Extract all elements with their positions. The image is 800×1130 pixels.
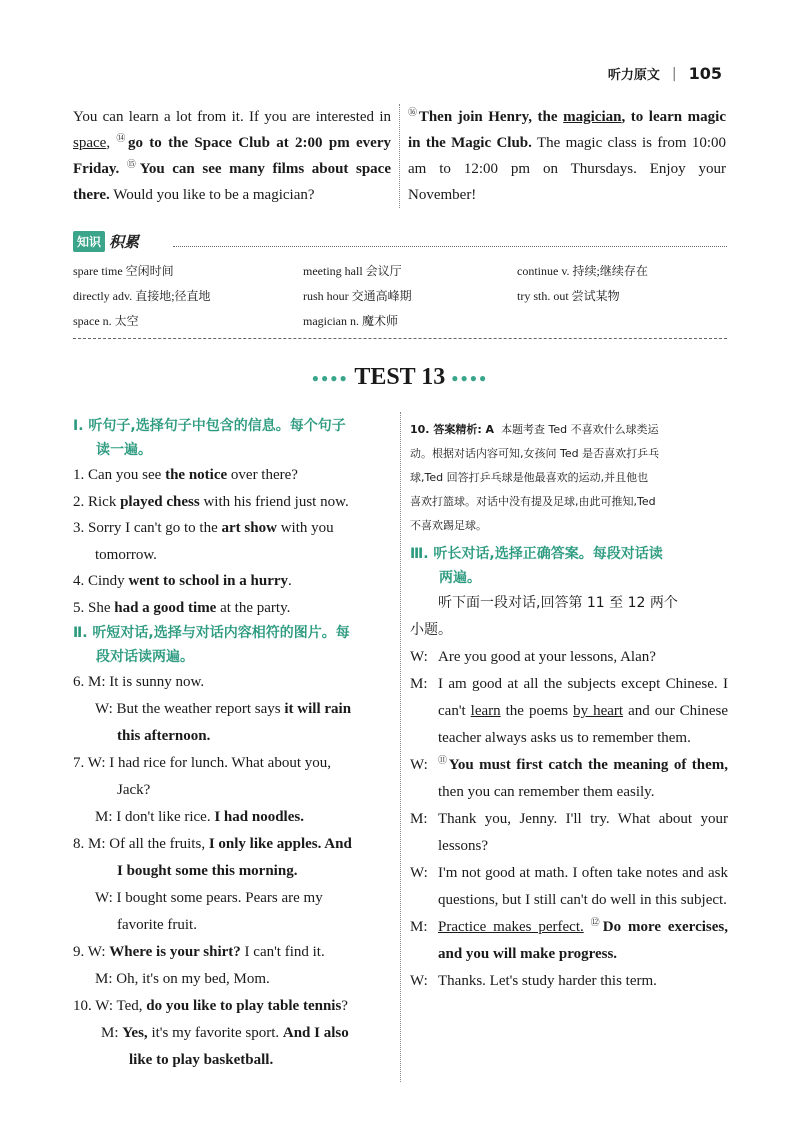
text: it's my favorite sport. (151, 1025, 280, 1041)
heading-line: Ⅲ. 听长对话,选择正确答案。每段对话读 (410, 546, 663, 562)
sentence-item (73, 489, 391, 516)
section-heading-3 (410, 542, 728, 590)
dialog-line (410, 914, 728, 968)
item-number: 10. (73, 998, 92, 1014)
heading-line: Ⅱ. 听短对话,选择与对话内容相符的图片。每 (73, 625, 350, 641)
vocab-item: space n. 太空 (73, 314, 139, 328)
text: I am good at all the subjects except Chinese. I can't (438, 676, 728, 719)
section-title: 听力原文 (607, 68, 660, 83)
key-phrase: I had noodles. (214, 809, 304, 825)
underlined-word: magician (563, 109, 622, 125)
underlined-word: by heart (573, 703, 624, 719)
dialog-line (410, 968, 728, 995)
vocab-item: rush hour 交通高峰期 (303, 289, 412, 303)
key-phrase: I only like apples. And (208, 836, 352, 852)
heading-line: 读一遍。 (96, 442, 152, 458)
top-passage (73, 104, 727, 208)
speaker: W: (410, 973, 428, 989)
dotted-rule (173, 246, 727, 247)
text: then you can remember them easily. (438, 784, 655, 800)
item-number: 6. (73, 674, 85, 690)
text: ? (341, 998, 348, 1014)
item-number: 3. (73, 520, 85, 536)
text: W: I had rice for lunch. What about you, (87, 755, 331, 771)
item-number: 9. (73, 944, 85, 960)
top-right-column (408, 104, 726, 208)
key-sentence: You can see many films about space there. (73, 161, 391, 203)
vocab-item: magician n. 魔术师 (303, 314, 398, 328)
section-heading-2 (73, 621, 391, 669)
vocab-row (73, 283, 727, 308)
text: 小题。 (410, 622, 452, 638)
vocab-item: continue v. 持续;继续存在 (517, 264, 648, 278)
key-phrase: Where is your shirt? (109, 944, 241, 960)
key-phrase: it will rain (284, 701, 352, 717)
text: I'm not good at math. I often take notes and ask questions, but I still can't do well in this subject. (438, 865, 728, 908)
text: Are you good at your lessons, Alan? (438, 649, 656, 665)
vocab-item: meeting hall 会议厅 (303, 264, 402, 278)
heading-line: 两遍。 (439, 570, 481, 586)
text: M: Of all the fruits, (88, 836, 206, 852)
right-column (410, 418, 728, 995)
text: tomorrow. (95, 546, 157, 563)
vocab-item: spare time 空闲时间 (73, 264, 174, 278)
speaker: W: (410, 757, 428, 773)
left-column (73, 414, 391, 1074)
explanation-label: 10. 答案精析: A (410, 423, 495, 436)
test-heading: TEST 13 (354, 364, 446, 390)
vocab-badge: 知识 (73, 231, 105, 252)
key-phrase: the notice (165, 467, 228, 483)
text: Thanks. Let's study harder this term. (438, 973, 657, 989)
item-number: 8. (73, 836, 85, 852)
dialog-10 (73, 993, 391, 1074)
speaker: W: (410, 649, 428, 665)
test-title (0, 364, 800, 391)
text: with you (280, 520, 334, 536)
key-phrase: art show (221, 520, 277, 536)
dialog-line (410, 671, 728, 752)
dialog-9 (73, 939, 391, 993)
key-phrase: played chess (120, 493, 200, 510)
vocab-item: try sth. out 尝试某物 (517, 289, 620, 303)
text: Cindy (88, 573, 125, 589)
text: M: I don't like rice. (95, 809, 211, 825)
text: and our Chinese teacher always asks us to remember them. (438, 703, 729, 746)
text: W: Ted, (95, 998, 143, 1014)
footnote-mark: ⑯ (408, 107, 419, 117)
vocab-header (73, 231, 727, 253)
text: 动。根据对话内容可知,女孩问 Ted 是否喜欢打乒乓 (410, 447, 660, 460)
key-phrase: I bought some this morning. (117, 863, 298, 879)
key-sentence: You must first catch the meaning of them, (448, 757, 728, 773)
column-divider (400, 412, 401, 1082)
answer-explanation (410, 418, 728, 538)
dialog-8 (73, 831, 391, 939)
key-phrase: Yes, (122, 1025, 148, 1041)
text: 喜欢打篮球。对话中没有提及足球,由此可推知,Ted (410, 495, 656, 508)
dialog-line (410, 644, 728, 671)
page-number: 105 (688, 64, 722, 83)
dashed-rule (73, 338, 727, 339)
dialog-intro (410, 590, 728, 644)
page-header (608, 64, 722, 83)
footnote-mark: ⑭ (116, 133, 128, 143)
key-phrase: this afternoon. (117, 728, 211, 744)
text: Sorry I can't go to the (88, 520, 218, 536)
vocab-row (73, 258, 727, 283)
key-sentence: Do more exercises, and you will make progress. (438, 919, 728, 962)
key-phrase: And I also (282, 1025, 349, 1041)
text: the poems (505, 703, 569, 719)
key-phrase: like to play basketball. (129, 1052, 274, 1068)
key-phrase: went to school in a hurry (128, 573, 289, 589)
text: Jack? (117, 782, 151, 798)
header-separator: | (671, 65, 677, 82)
text: I can't find it. (244, 944, 325, 960)
underlined-sentence: Practice makes perfect. (438, 919, 584, 935)
underlined-word: learn (470, 703, 501, 719)
decorative-dots: ●●●● (311, 370, 349, 385)
speaker: M: (410, 811, 428, 827)
vocab-row (73, 308, 727, 333)
dialog-line (410, 860, 728, 914)
key-phrase: had a good time (114, 599, 217, 616)
speaker: M: (410, 919, 428, 935)
item-number: 7. (73, 755, 85, 771)
text: W: I bought some pears. Pears are my (95, 890, 323, 906)
text: 不喜欢踢足球。 (410, 519, 487, 532)
text: favorite fruit. (117, 917, 197, 933)
text: 本题考查 Ted 不喜欢什么球类运 (501, 423, 659, 436)
text: with his friend just now. (203, 493, 349, 510)
footnote-mark: ⑪ (438, 755, 449, 765)
key-sentence: Then join Henry, the (418, 109, 558, 125)
text: 听下面一段对话,回答第 11 至 12 两个 (438, 595, 678, 611)
item-number: 4. (73, 573, 85, 589)
item-number: 5. (73, 599, 85, 616)
text: W: But the weather report says (95, 701, 281, 717)
text: The magic class is from 10:00 am to 12:00 pm on Thursdays. Enjoy your November! (408, 135, 726, 203)
decorative-dots: ●●●● (451, 370, 489, 385)
text: Rick (88, 493, 117, 510)
speaker: M: (410, 676, 428, 692)
section-heading-1 (73, 414, 391, 462)
heading-line: 段对话读两遍。 (96, 649, 194, 665)
text: M: (101, 1025, 119, 1041)
text: 球,Ted 回答打乒乓球是他最喜欢的运动,并且他也 (410, 471, 649, 484)
item-number: 2. (73, 493, 85, 510)
text: Would you like to be a magician? (113, 187, 315, 203)
sentence-item (73, 515, 391, 568)
dialog-6 (73, 669, 391, 750)
key-sentence: , to learn magic in the Magic Club. (408, 109, 727, 151)
underlined-word: space (73, 135, 107, 151)
text: . (288, 573, 292, 589)
top-left-column (73, 104, 391, 208)
item-number: 1. (73, 467, 85, 483)
sentence-item (73, 568, 391, 595)
text: She (88, 599, 111, 616)
speaker: W: (410, 865, 428, 881)
text: M: It is sunny now. (88, 674, 205, 690)
footnote-mark: ⑮ (126, 159, 140, 169)
heading-line: Ⅰ. 听句子,选择句子中包含的信息。每个句子 (73, 418, 346, 434)
vocab-item: directly adv. 直接地;径直地 (73, 289, 211, 303)
text: at the party. (220, 599, 291, 616)
vocab-label: 积累 (109, 233, 140, 251)
footnote-mark: ⑫ (590, 917, 603, 927)
text: M: Oh, it's on my bed, Mom. (95, 971, 270, 987)
text: Thank you, Jenny. I'll try. What about your lessons? (438, 811, 728, 854)
sentence-item (73, 595, 391, 622)
column-divider (399, 104, 400, 208)
dialog-line (410, 806, 728, 860)
sentence-item (73, 462, 391, 489)
key-phrase: do you like to play table tennis (146, 998, 342, 1014)
text: You can learn a lot from it. If you are interested in (73, 109, 391, 125)
text: , (106, 135, 111, 151)
dialog-line (410, 752, 728, 806)
text: W: (87, 944, 106, 960)
text: Can you see (88, 467, 162, 483)
vocab-list (73, 258, 727, 333)
dialog-7 (73, 750, 391, 831)
text: over there? (230, 467, 298, 483)
key-sentence: go to the Space Club at 2:00 pm every Friday. (73, 135, 391, 177)
